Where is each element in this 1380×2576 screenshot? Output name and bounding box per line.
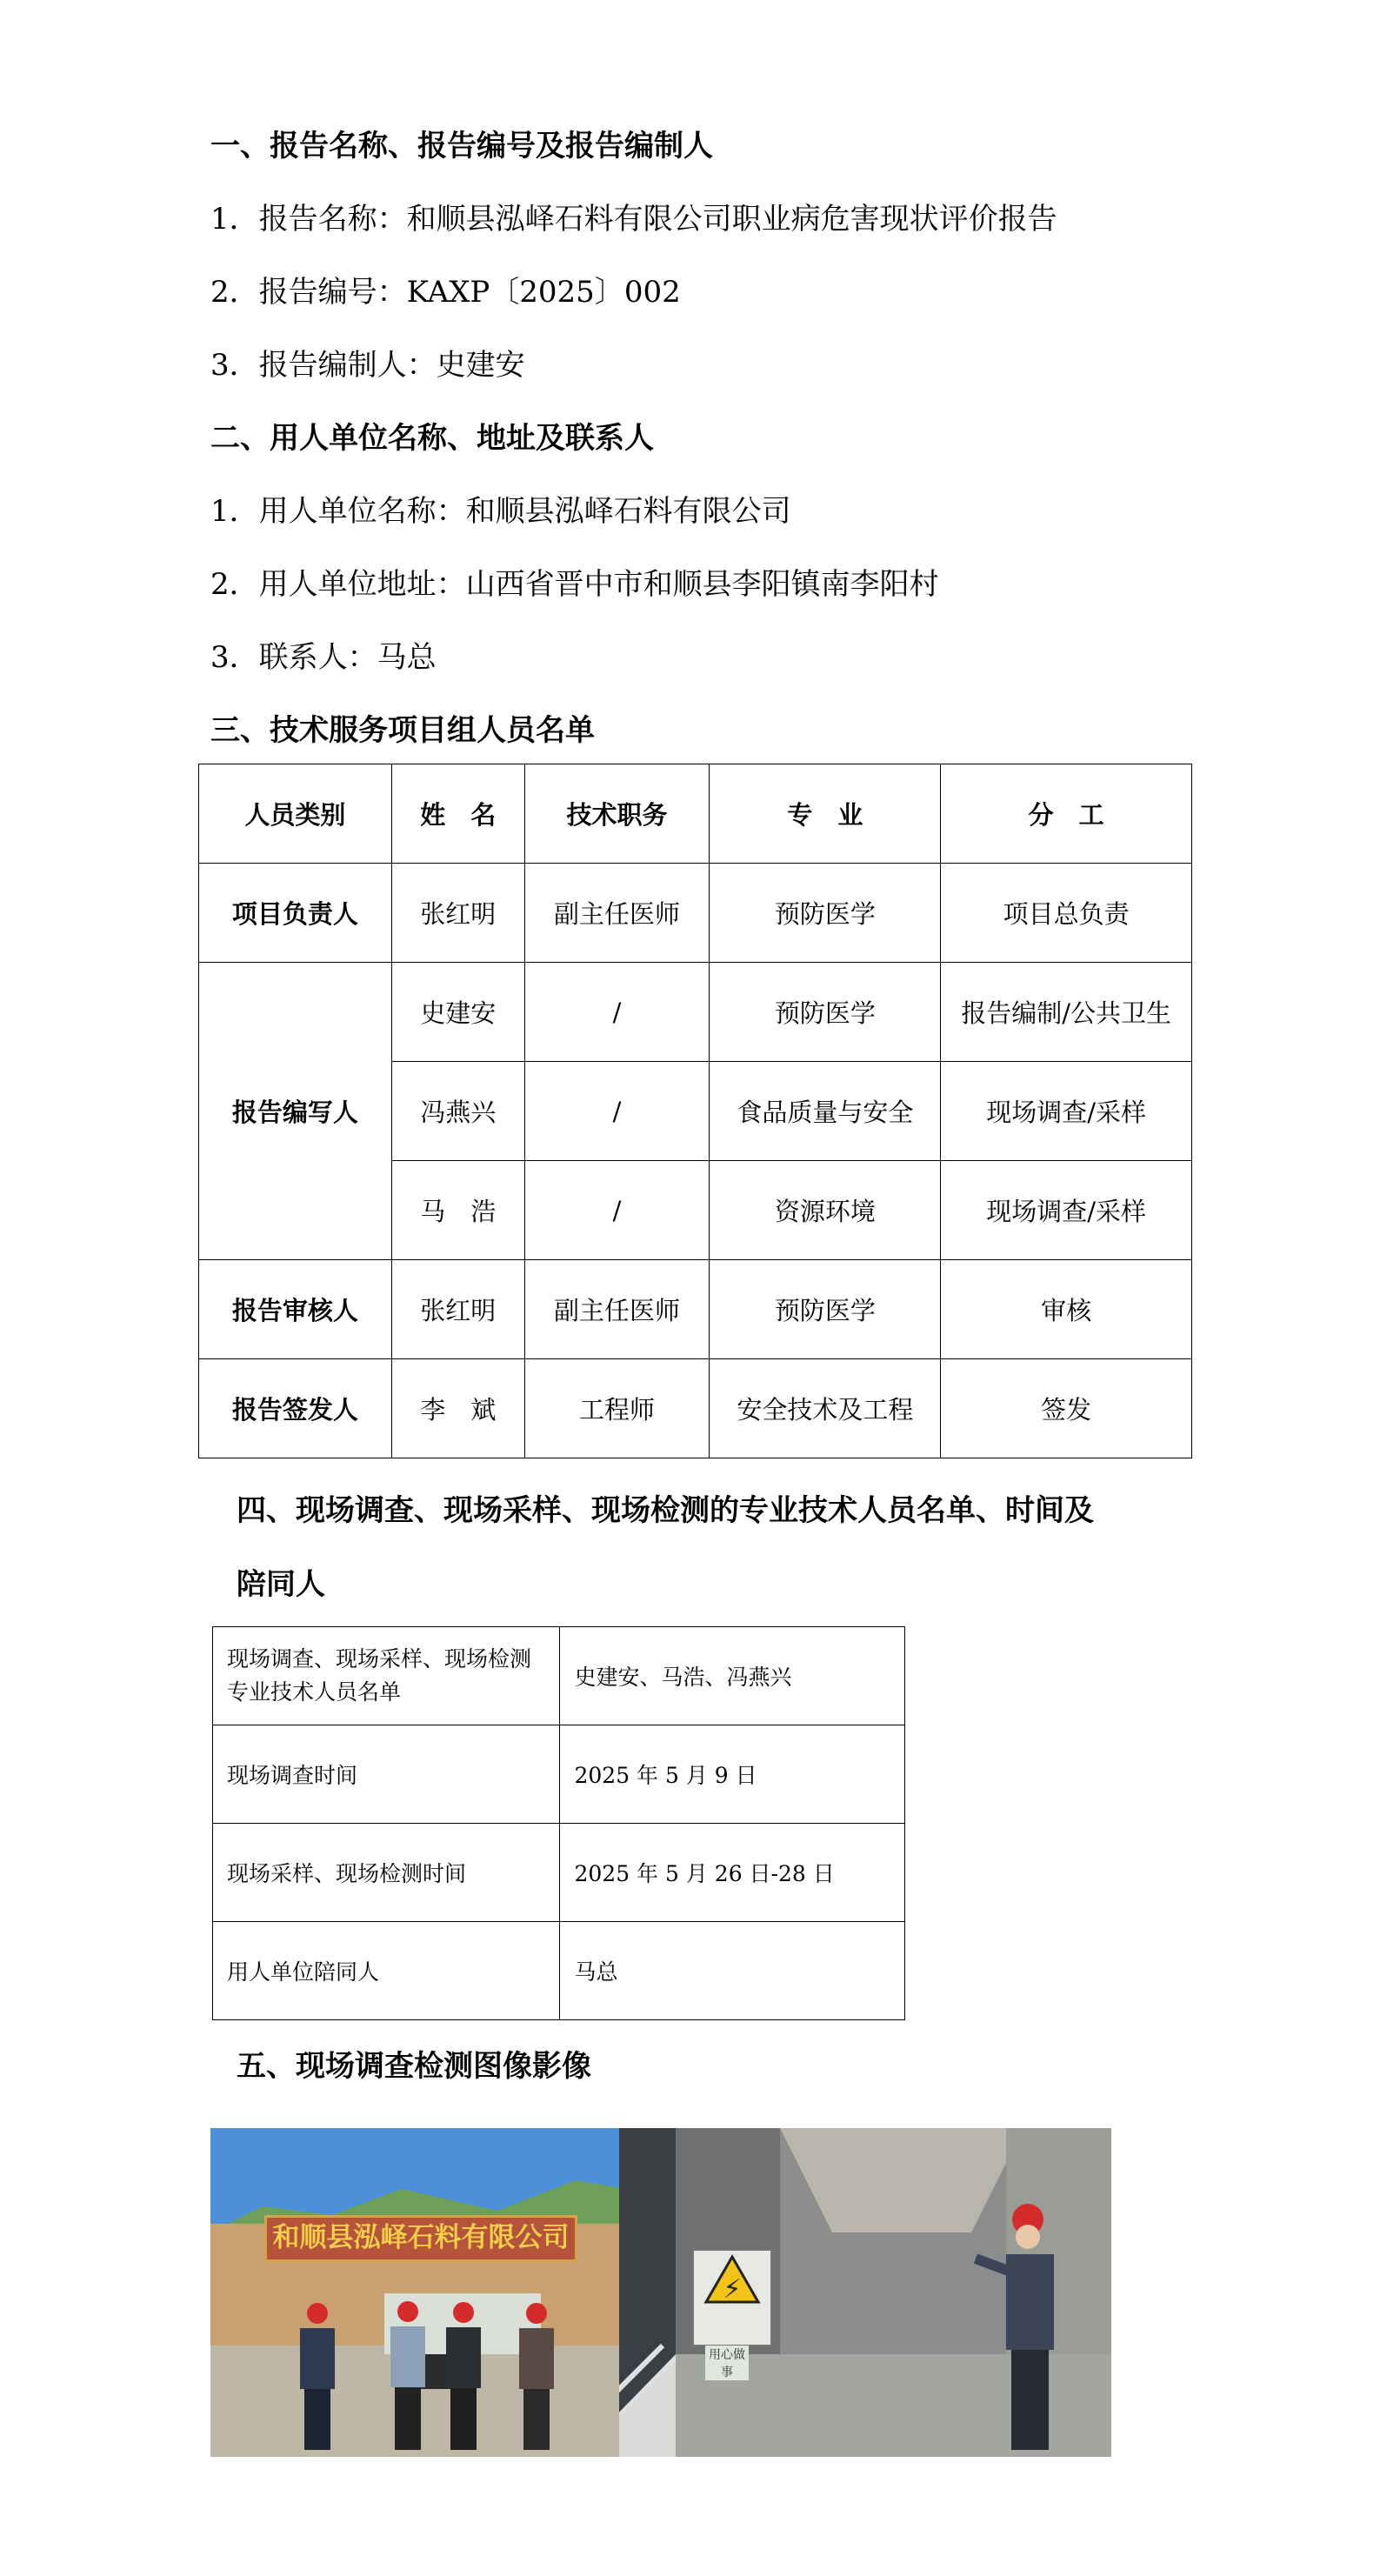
name-cell: 张红明 — [391, 864, 524, 963]
section-4-heading-line2: 陪同人 — [237, 1567, 325, 1602]
contact-person: 3．联系人：马总 — [210, 640, 437, 675]
site-group-photo-art — [210, 2128, 676, 2457]
table-row — [213, 1627, 905, 1725]
field-value: 2025 年 5 月 9 日 — [560, 1725, 905, 1824]
site-inspection-photo — [676, 2128, 1111, 2457]
major-cell: 食品质量与安全 — [710, 1062, 941, 1161]
title-cell: / — [524, 963, 710, 1062]
section-1-heading: 一、报告名称、报告编号及报告编制人 — [210, 129, 713, 164]
report-author: 3．报告编制人：史建安 — [210, 348, 525, 383]
name-cell: 马 浩 — [391, 1161, 524, 1260]
header-name: 姓 名 — [391, 764, 524, 864]
field-label: 现场调查、现场采样、现场检测专业技术人员名单 — [213, 1627, 560, 1725]
major-cell: 安全技术及工程 — [710, 1359, 941, 1458]
category-cell: 项目负责人 — [199, 864, 392, 963]
field-value: 2025 年 5 月 26 日-28 日 — [560, 1824, 905, 1922]
field-value: 马总 — [560, 1922, 905, 2020]
team-table — [198, 764, 1192, 1458]
header-category: 人员类别 — [199, 764, 392, 864]
duty-cell: 项目总负责 — [941, 864, 1192, 963]
header-major: 专 业 — [710, 764, 941, 864]
category-cell: 报告编写人 — [199, 963, 392, 1260]
company-sign: 和顺县泓峄石料有限公司 — [264, 2215, 577, 2262]
table-row — [199, 1359, 1192, 1458]
title-cell: 工程师 — [524, 1359, 710, 1458]
table-row — [213, 1725, 905, 1824]
duty-cell: 报告编制/公共卫生 — [941, 963, 1192, 1062]
section-4-heading-line1: 四、现场调查、现场采样、现场检测的专业技术人员名单、时间及 — [237, 1493, 1094, 1528]
table-row — [213, 1922, 905, 2020]
electrical-box-label: 用心做事 — [705, 2346, 749, 2380]
table-row — [213, 1824, 905, 1922]
header-duty: 分 工 — [941, 764, 1192, 864]
duty-cell: 现场调查/采样 — [941, 1161, 1192, 1260]
title-cell: 副主任医师 — [524, 1260, 710, 1359]
site-group-photo — [210, 2128, 676, 2457]
major-cell: 资源环境 — [710, 1161, 941, 1260]
table-row — [199, 1260, 1192, 1359]
major-cell: 预防医学 — [710, 1260, 941, 1359]
category-cell: 报告签发人 — [199, 1359, 392, 1458]
report-name: 1．报告名称：和顺县泓峄石料有限公司职业病危害现状评价报告 — [210, 202, 1057, 237]
duty-cell: 签发 — [941, 1359, 1192, 1458]
name-cell: 史建安 — [391, 963, 524, 1062]
name-cell: 李 斌 — [391, 1359, 524, 1458]
table-row — [199, 963, 1192, 1062]
svg-text:⚡: ⚡ — [723, 2274, 742, 2305]
major-cell: 预防医学 — [710, 963, 941, 1062]
duty-cell: 现场调查/采样 — [941, 1062, 1192, 1161]
section-2-heading: 二、用人单位名称、地址及联系人 — [210, 421, 654, 456]
major-cell: 预防医学 — [710, 864, 941, 963]
title-cell: 副主任医师 — [524, 864, 710, 963]
category-cell: 报告审核人 — [199, 1260, 392, 1359]
field-label: 现场采样、现场检测时间 — [213, 1824, 560, 1922]
site-inspection-photo-art — [676, 2128, 1111, 2457]
name-cell: 冯燕兴 — [391, 1062, 524, 1161]
name-cell: 张红明 — [391, 1260, 524, 1359]
employer-name: 1．用人单位名称：和顺县泓峄石料有限公司 — [210, 494, 791, 529]
table-row — [199, 864, 1192, 963]
field-value: 史建安、马浩、冯燕兴 — [560, 1627, 905, 1725]
field-table — [212, 1626, 905, 2020]
report-number: 2．报告编号：KAXP〔2025〕002 — [210, 275, 681, 310]
employer-address: 2．用人单位地址：山西省晋中市和顺县李阳镇南李阳村 — [210, 567, 939, 602]
duty-cell: 审核 — [941, 1260, 1192, 1359]
field-label: 现场调查时间 — [213, 1725, 560, 1824]
header-title: 技术职务 — [524, 764, 710, 864]
title-cell: / — [524, 1161, 710, 1260]
title-cell: / — [524, 1062, 710, 1161]
team-table-header — [199, 764, 1192, 864]
field-label: 用人单位陪同人 — [213, 1922, 560, 2020]
section-3-heading: 三、技术服务项目组人员名单 — [210, 713, 595, 748]
section-5-heading: 五、现场调查检测图像影像 — [237, 2049, 591, 2084]
